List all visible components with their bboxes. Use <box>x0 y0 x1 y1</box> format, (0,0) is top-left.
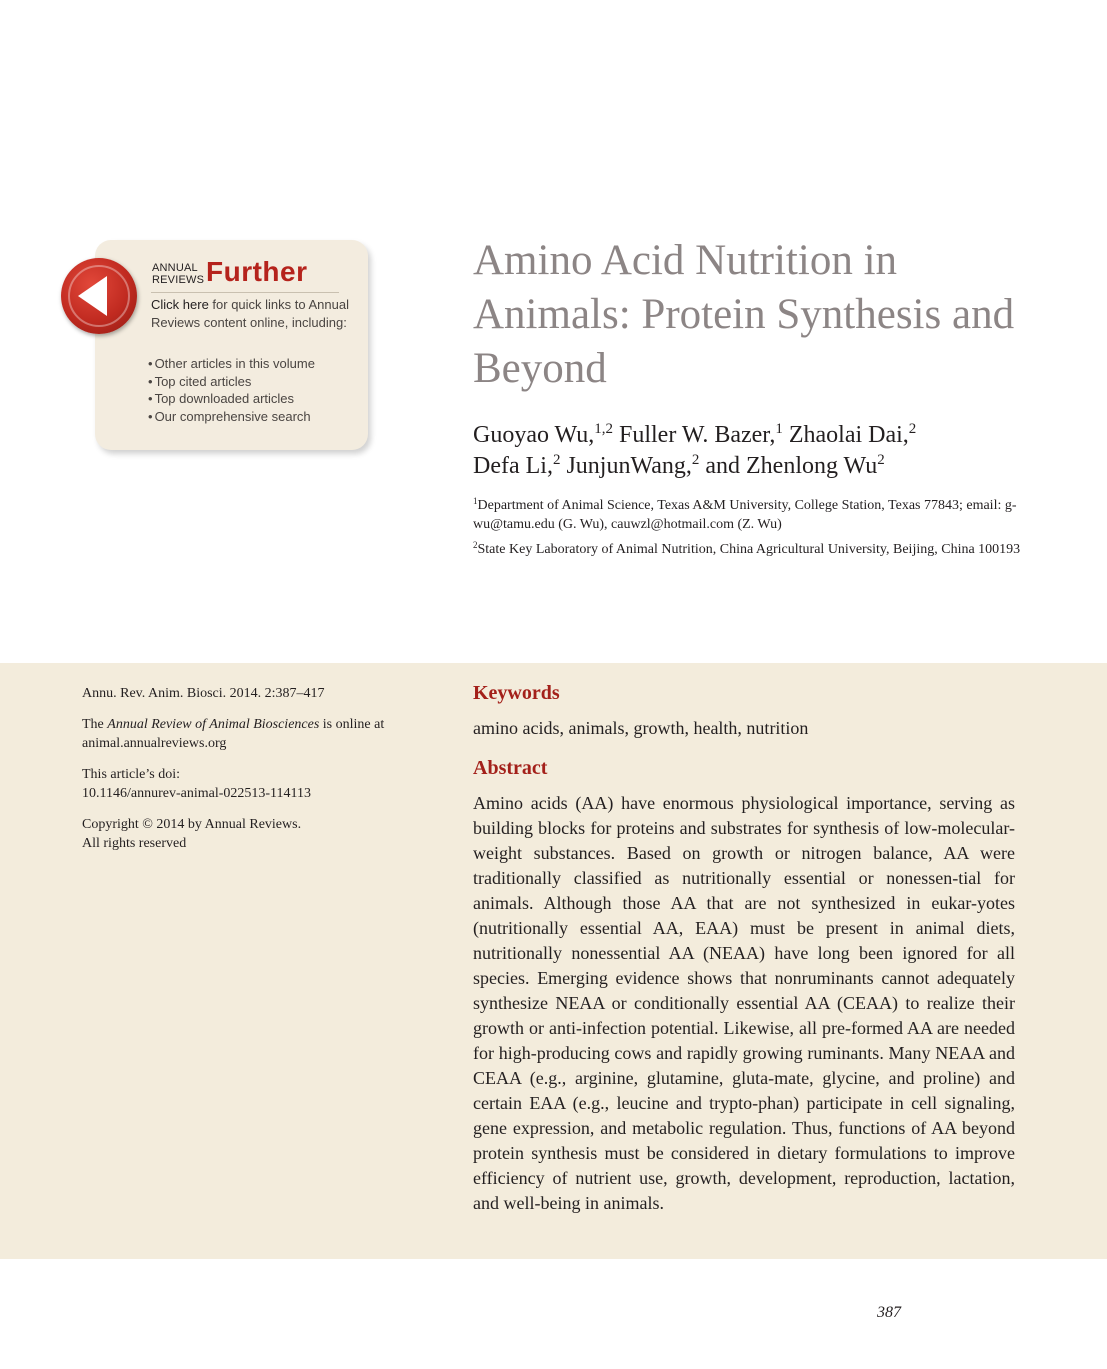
article-title: Amino Acid Nutrition in Animals: Protein Synthesis and Beyond <box>473 237 1015 392</box>
further-intro-text: for quick links to Annual Reviews content online, including: <box>151 297 349 330</box>
further-links-list <box>148 355 315 425</box>
page-number: 387 <box>877 1304 901 1321</box>
affiliation-2: $^2$State Key Laboratory of Animal Nutrition, China Agricultural University, Beijing, China 100193 <box>473 540 1021 557</box>
abstract-text: Amino acids (AA) have enormous physiological importance, serving as building blocks for proteins and substrates for synthesis of low-molecular-weight substances. Based on growth or nitrogen balance, AA were traditionally classified as nutritionally essential or nonessen-tial for animals. Although those AA that are not synthesized in eukar-yotes (nutritionally essential AA, EAA) must be present in animal diets, nutritionally nonessential AA (NEAA) have long been ignored for all species. Emerging evidence shows that nonruminants cannot adequately synthesize NEAA or conditionally essential AA (CEAA) to realize their growth or anti-infection potential. Likewise, all pre-formed AA are needed for high-producing cows and rapidly growing ruminants. Many NEAA and CEAA (e.g., arginine, glutamine, gluta-mate, glycine, and proline) and certain EAA (e.g., leucine and trypto-phan) participate in cell signaling, gene expression, and metabolic regulation. Thus, functions of AA beyond protein synthesis must be considered in dietary formulations to improve efficiency of nutrient use, growth, development, reproduction, lactation, and well-being in animals. <box>473 793 1015 1213</box>
further-link-item[interactable]: • Top cited articles <box>148 373 315 391</box>
author-affil-sup: 2 <box>691 452 700 468</box>
author-affil-sup: 1 <box>775 421 783 437</box>
author-name: and Zhenlong Wu <box>699 453 878 479</box>
click-here-link[interactable]: Click here <box>151 297 209 312</box>
back-arrow-icon[interactable] <box>61 258 137 334</box>
further-link-item[interactable]: • Top downloaded articles <box>148 390 315 408</box>
abstract-heading: Abstract <box>473 757 548 779</box>
author-name: Fuller W. Bazer, <box>613 422 776 448</box>
further-headline: Further <box>206 256 308 287</box>
author-affil-sup: 2 <box>877 452 885 468</box>
journal-name: Annual Review of Animal Biosciences <box>107 717 320 732</box>
author-name: Guoyao Wu, <box>473 422 595 448</box>
further-link-item[interactable]: • Other articles in this volume <box>148 355 315 373</box>
author-affil-sup: 2 <box>552 452 561 468</box>
further-link-item[interactable]: • Our comprehensive search <box>148 408 315 426</box>
doi-link[interactable]: 10.1146/annurev-animal-022513-114113 <box>82 786 312 801</box>
copyright: Copyright © 2014 by Annual Reviews. All rights reserved <box>82 817 302 851</box>
doi-block: This article’s doi: 10.1146/annurev-animal-022513-114113 <box>82 767 312 801</box>
online-note: The Annual Review of Animal Biosciences is online at animal.annualreviews.org <box>82 717 385 751</box>
annual-reviews-logo: ANNUAL REVIEWS <box>152 262 205 286</box>
further-intro <box>151 296 351 331</box>
author-affil-sup: 2 <box>908 421 917 437</box>
keywords-text: amino acids, animals, growth, health, nutrition <box>473 718 809 738</box>
author-name: JunjunWang, <box>560 453 692 479</box>
author-list <box>473 420 1073 482</box>
author-name: Defa Li, <box>473 453 553 479</box>
author-name: Zhaolai Dai, <box>782 422 909 448</box>
article-info-sidebar <box>82 684 422 865</box>
affiliation-1: $^1$Department of Animal Science, Texas A&M University, College Station, Texas 77843; email: g-wu@tamu.edu (G. Wu), cauwzl@hotmail.com (Z. Wu) <box>473 496 1017 532</box>
keywords-heading: Keywords <box>473 682 560 704</box>
author-affil-sup: 1,2 <box>594 421 613 437</box>
citation: Annu. Rev. Anim. Biosci. 2014. 2:387–417 <box>82 686 325 701</box>
divider <box>151 292 339 293</box>
